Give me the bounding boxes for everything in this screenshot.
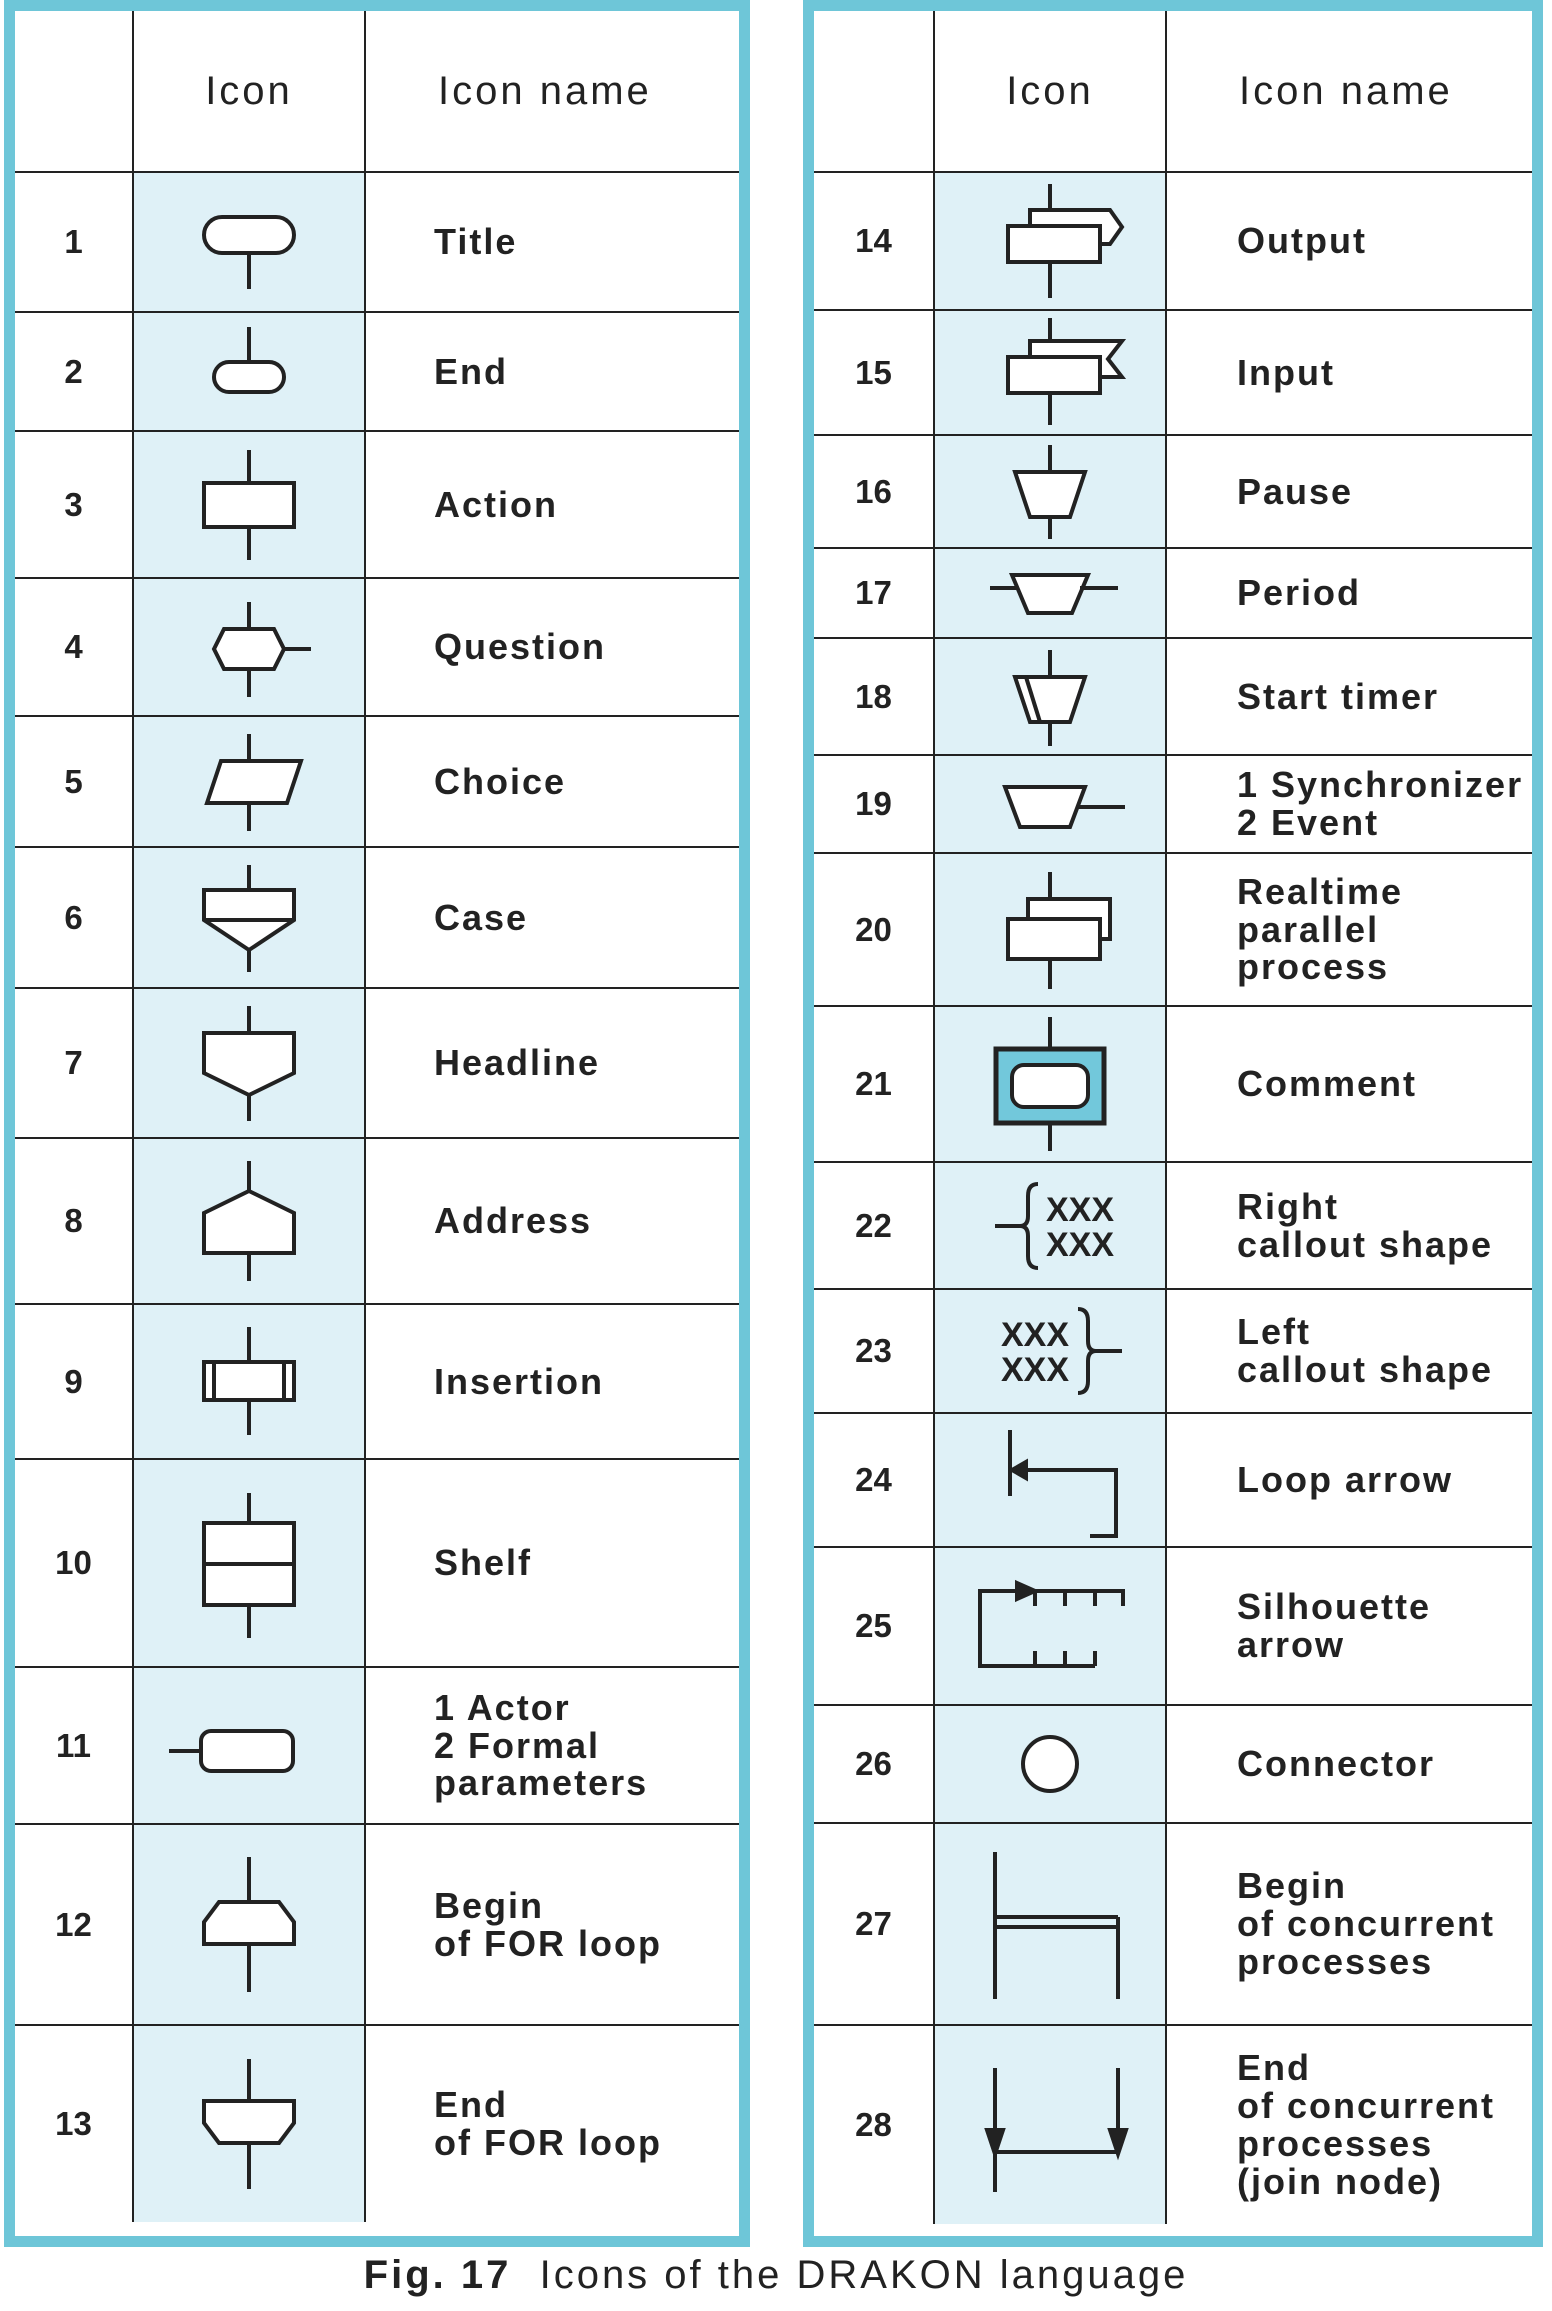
icon-name-column-header: Icon name <box>1166 11 1532 172</box>
table-row <box>15 1667 739 1824</box>
start-timer-icon <box>950 642 1150 752</box>
callout-glyph-text: XXX <box>1045 1225 1115 1264</box>
table-row <box>15 1138 739 1304</box>
icon-name: Input <box>1166 310 1532 435</box>
row-number: 5 <box>15 716 133 847</box>
row-number: 14 <box>814 172 934 310</box>
icon-name: Begin of concurrent processes <box>1166 1823 1532 2025</box>
icon-name: Headline <box>365 988 739 1138</box>
row-number: 6 <box>15 847 133 988</box>
row-number: 12 <box>15 1824 133 2025</box>
row-number: 20 <box>814 853 934 1006</box>
icon-name: Shelf <box>365 1459 739 1667</box>
icon-name: Start timer <box>1166 638 1532 755</box>
table-row <box>814 853 1532 1006</box>
table-row <box>814 1006 1532 1162</box>
table-header-row <box>15 11 739 172</box>
row-number: 2 <box>15 312 133 431</box>
table-row <box>15 578 739 716</box>
table-row <box>15 2025 739 2222</box>
left-icon-table <box>15 11 739 2222</box>
row-number: 21 <box>814 1006 934 1162</box>
table-row <box>814 638 1532 755</box>
icon-name: Output <box>1166 172 1532 310</box>
row-number: 13 <box>15 2025 133 2222</box>
row-number: 11 <box>15 1667 133 1824</box>
callout-glyph-text: XXX <box>1000 1351 1070 1389</box>
row-number: 16 <box>814 435 934 548</box>
loop-arrow-icon <box>950 1418 1150 1543</box>
row-number: 22 <box>814 1162 934 1289</box>
connector-icon <box>950 1709 1150 1819</box>
right-icon-table <box>814 11 1532 2224</box>
output-icon <box>950 176 1150 306</box>
table-row <box>814 310 1532 435</box>
icon-column-header: Icon <box>934 11 1166 172</box>
right-callout-icon <box>950 1166 1150 1286</box>
left-icon-table-panel <box>4 0 750 2247</box>
figure-caption-text: Icons of the DRAKON language <box>539 2253 1189 2297</box>
icon-name: Left callout shape <box>1166 1289 1532 1413</box>
icon-name: Choice <box>365 716 739 847</box>
row-number: 23 <box>814 1289 934 1413</box>
table-row <box>814 1705 1532 1823</box>
icon-name: Connector <box>1166 1705 1532 1823</box>
icon-name: Insertion <box>365 1304 739 1459</box>
headline-icon <box>149 991 349 1136</box>
table-row <box>15 847 739 988</box>
icon-name: 1 Actor 2 Formal parameters <box>365 1667 739 1824</box>
row-number: 1 <box>15 172 133 312</box>
icon-name: End of FOR loop <box>365 2025 739 2222</box>
icon-name: Silhouette arrow <box>1166 1547 1532 1705</box>
icon-name: Right callout shape <box>1166 1162 1532 1289</box>
icon-name: Question <box>365 578 739 716</box>
figure-number: Fig. 17 <box>363 2253 512 2297</box>
left-callout-icon <box>950 1291 1150 1411</box>
table-row <box>814 1413 1532 1547</box>
end-icon <box>149 317 349 427</box>
table-row <box>15 988 739 1138</box>
row-number: 7 <box>15 988 133 1138</box>
table-header-row <box>814 11 1532 172</box>
concurrent-begin-icon <box>950 1827 1150 2022</box>
row-number: 10 <box>15 1459 133 1667</box>
actor-icon <box>149 1671 349 1821</box>
icon-name: Period <box>1166 548 1532 638</box>
table-row <box>15 1824 739 2025</box>
row-number: 24 <box>814 1413 934 1547</box>
row-number: 4 <box>15 578 133 716</box>
table-row <box>15 431 739 578</box>
icon-name: Title <box>365 172 739 312</box>
icon-column-header: Icon <box>133 11 365 172</box>
row-number: 15 <box>814 310 934 435</box>
number-column-header <box>814 11 934 172</box>
table-row <box>15 716 739 847</box>
row-number: 19 <box>814 755 934 853</box>
row-number: 26 <box>814 1705 934 1823</box>
table-row <box>814 1547 1532 1705</box>
insertion-icon <box>149 1307 349 1457</box>
icon-name: End <box>365 312 739 431</box>
table-row <box>814 1823 1532 2025</box>
input-icon <box>950 313 1150 433</box>
table-row <box>814 435 1532 548</box>
icon-name: Comment <box>1166 1006 1532 1162</box>
row-number: 3 <box>15 431 133 578</box>
choice-icon <box>149 719 349 844</box>
synchronizer-icon <box>950 759 1150 849</box>
icon-name: Begin of FOR loop <box>365 1824 739 2025</box>
case-icon <box>149 850 349 985</box>
row-number: 27 <box>814 1823 934 2025</box>
table-row <box>814 2025 1532 2224</box>
figure-caption <box>0 2253 1552 2298</box>
table-row <box>814 755 1532 853</box>
number-column-header <box>15 11 133 172</box>
parallel-process-icon <box>950 857 1150 1002</box>
icon-name: End of concurrent processes (join node) <box>1166 2025 1532 2224</box>
pause-icon <box>950 437 1150 547</box>
address-icon <box>149 1141 349 1301</box>
table-row <box>15 1459 739 1667</box>
period-icon <box>950 551 1150 636</box>
table-row <box>814 1162 1532 1289</box>
action-icon <box>149 435 349 575</box>
row-number: 17 <box>814 548 934 638</box>
shelf-icon <box>149 1463 349 1663</box>
table-row <box>814 548 1532 638</box>
icon-name: Address <box>365 1138 739 1304</box>
row-number: 18 <box>814 638 934 755</box>
row-number: 25 <box>814 1547 934 1705</box>
silhouette-arrow-icon <box>945 1551 1155 1701</box>
concurrent-end-icon <box>950 2030 1150 2220</box>
row-number: 28 <box>814 2025 934 2224</box>
question-icon <box>149 582 349 712</box>
icon-name: Action <box>365 431 739 578</box>
table-row <box>15 172 739 312</box>
right-icon-table-panel <box>803 0 1543 2247</box>
table-row <box>814 1289 1532 1413</box>
icon-name: Case <box>365 847 739 988</box>
comment-icon <box>950 1009 1150 1159</box>
title-icon <box>149 177 349 307</box>
table-row <box>15 1304 739 1459</box>
for-end-icon <box>149 2029 349 2219</box>
icon-name-column-header: Icon name <box>365 11 739 172</box>
table-row <box>15 312 739 431</box>
callout-glyph-text: XXX <box>1045 1190 1115 1229</box>
for-begin-icon <box>149 1827 349 2022</box>
icon-name: Pause <box>1166 435 1532 548</box>
icon-name: Loop arrow <box>1166 1413 1532 1547</box>
icon-name: 1 Synchronizer 2 Event <box>1166 755 1532 853</box>
row-number: 8 <box>15 1138 133 1304</box>
icon-name: Realtime parallel process <box>1166 853 1532 1006</box>
callout-glyph-text: XXX <box>1000 1316 1070 1354</box>
table-row <box>814 172 1532 310</box>
row-number: 9 <box>15 1304 133 1459</box>
